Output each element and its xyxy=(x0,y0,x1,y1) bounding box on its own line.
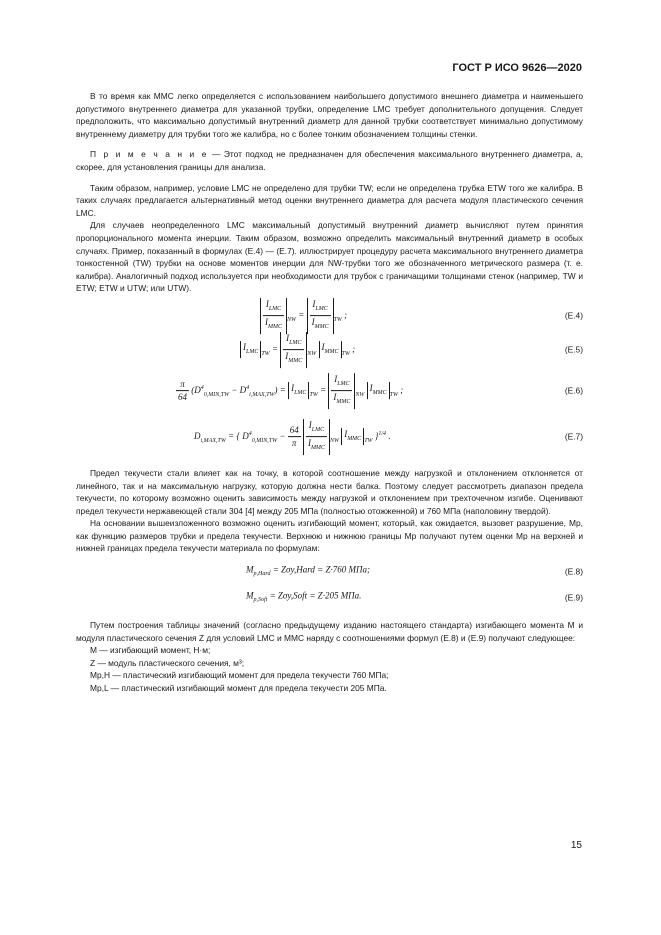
definition-mph: Mp,H — пластический изгибающий момент для предела текучести 760 МПа; xyxy=(90,670,389,681)
equation-e4: $\frac{I_{LMC}}{I_{MMC}}$ $_{NW}$ = $\frac{I_{LMC}}{I_{MMC}}$ $_{TW}$ ; (Е.4) xyxy=(76,301,583,331)
definition-z: Z — модуль пластического сечения, м³; xyxy=(90,657,245,668)
equation-number-e9: (Е.9) xyxy=(564,592,583,603)
e9-rhs: = Zσy,Soft = Z·205 МПа. xyxy=(269,590,362,601)
paragraph-proportional-inertia: Для случаев неопределенного LMC максимальный допустимый внутренний диаметр вычисляют путем принятия пропорционального момента инерции. Таким образом, возможно определить максимальный внутренний диаметр в особых случаях. Пример, показанный в формулах (Е.4) — (Е.7). иллюстрирует процедуру расчета максимального внутреннего диаметра тонкостенной (TW) трубки на основе моментов инерции для NW-трубки того же обозначенного метрического размера (т. е. калибра). Аналогичный подход используется при необходимости для трубок с граничащими толщинами стенок (например, TW и ETW; ETW и UTW; или UTW). xyxy=(76,220,583,294)
equation-number-e4: (Е.4) xyxy=(564,310,583,321)
document-body xyxy=(76,90,583,695)
equation-number-e8: (Е.8) xyxy=(564,566,583,577)
paragraph-table-values: Путем построения таблицы значений (согласно предыдущему изданию настоящего стандарта) изгибающего момента M и модуля пластического сечения Z для условий LMC и MMC наряду с соотношениями формул (Е.8) и (Е.9) получают следующее: xyxy=(76,620,583,643)
definition-m: M — изгибающий момент, Н·м; xyxy=(90,645,211,656)
paragraph-yield-strength: Предел текучести стали влияет как на точку, в которой соотношение между нагрузкой и отклонением отклоняется от линейного, так и на максимальную нагрузку, которую должна нести балка. Поэтому следует рассмотреть диапазон предела текучести, по которому возможно оценить зависимость между нагрузкой и отклонением при трехточечном изгибе. Оценивают предел текучести нержавеющей стали 304 [4] между 205 МПа (полностью отожженной) и 760 МПа (наполовину твердой). xyxy=(76,467,583,516)
equation-number-e7: (Е.7) xyxy=(564,431,583,442)
page-number: 15 xyxy=(570,840,582,851)
paragraph-lmc-undefined: Таким образом, например, условие LMC не определено для трубки TW; если не определена трубка ETW того же калибра. В таких случаях предлагается альтернативный метод оценки внутреннего диаметра для расчета модуля пластического сечения LMC. xyxy=(76,182,583,218)
equation-e9: $M_{p,Soft}$ = Zσy,Soft = Z·205 МПа. (Е.9) xyxy=(246,590,583,604)
equation-e6: $\frac{\pi}{64}$ $(D^4_{0,MIN,TW} - D^4_{i,MAX,TW}) = I_{LMC}$ $_{TW}$ = $\frac{I_{LMC}}{I_{MMC}}$ $_{NW}$ $I_{MMC}$ $_{TW}$ ; (Е.6) xyxy=(76,369,583,413)
equation-number-e6: (Е.6) xyxy=(564,385,583,396)
standard-header: ГОСТ Р ИСО 9626—2020 xyxy=(452,62,582,74)
paragraph-mmc-lmc: В то время как MMC легко определяется с использованием наибольшего допустимого внешнего диаметра и наименьшего допустимого внутреннего диаметра для указанной трубки, определение LMC требует дополнительного допущения. Следует предположить, что максимально допустимый внутренний диаметр для данной трубки соответствует минимально допустимому внутреннему диаметру для трубки того же калибра, но с более тонким обозначением толщины стенки. xyxy=(76,91,583,139)
definition-mpl: Mp,L — пластический изгибающий момент для предела текучести 205 МПа. xyxy=(90,683,387,694)
note xyxy=(76,148,583,173)
equation-e7: $D_{i,MAX,TW}$ = { $D^4_{0,MIN,TW}$ − $\frac{64}{\pi}$ $\frac{I_{LMC}}{I_{MMC}}$ $_{NW}$ $I_{MMC}$ $_{TW}$ }$^{1/4}$ . (Е.7) xyxy=(76,413,583,461)
equation-e8: $M_{p,Hard}$ = Zσy,Hard = Z·760 МПа; (Е.8) xyxy=(246,564,583,578)
e8-rhs: = Zσy,Hard = Z·760 МПа; xyxy=(272,564,370,575)
equation-e5: $I_{LMC}$ $_{TW}$ = $\frac{I_{LMC}}{I_{MMC}}$ $_{NW}$ $I_{MMC}$ $_{TW}$ ; (Е.5) xyxy=(76,331,583,369)
note-text: — Этот подход не предназначен для обеспечения максимального внутреннего диаметра, а, скорее, для установления границы для анализа. xyxy=(76,149,583,172)
paragraph-bending-moment: На основании вышеизложенного возможно оценить изгибающий момент, который, как ожидается, вызовет разрушение, Mp, как функцию размеров трубки и предела текучести. Верхнюю и нижнюю границы Mp получают путем оценки Mp на верхней и нижней границах предела текучести материала по формулам: xyxy=(76,518,583,554)
equation-number-e5: (Е.5) xyxy=(564,344,583,355)
note-label: П р и м е ч а н и е xyxy=(90,149,209,160)
